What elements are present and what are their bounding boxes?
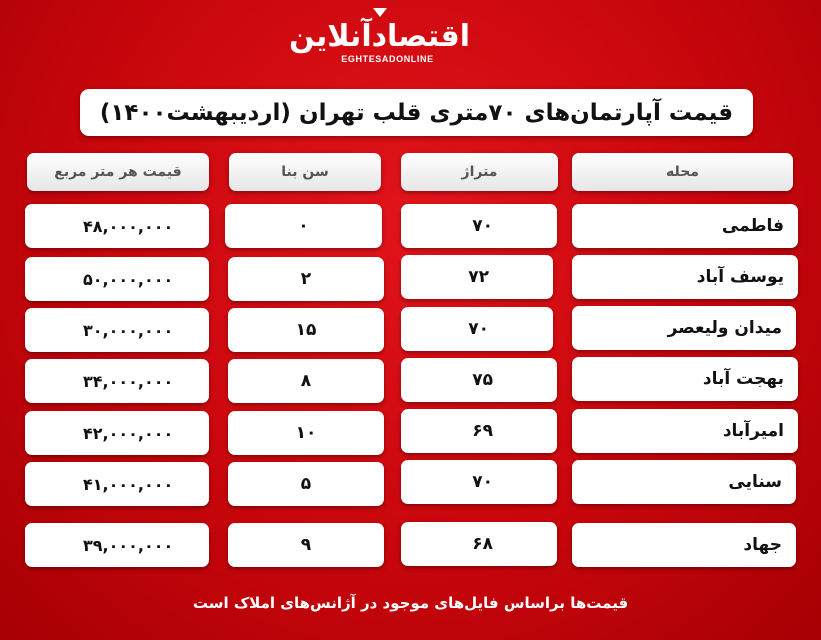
- cell-size: [401, 522, 557, 566]
- cell-size-text: ۷۰: [468, 319, 489, 339]
- cell-area: [572, 255, 798, 299]
- cell-price: [25, 359, 209, 403]
- cell-price-text: ۳۰,۰۰۰,۰۰۰: [83, 320, 174, 340]
- cell-area-text: امیرآباد: [722, 421, 784, 441]
- cell-area: [572, 306, 796, 350]
- header-age: [229, 153, 381, 191]
- cell-price: [25, 411, 209, 455]
- cell-area-text: جهاد: [743, 535, 782, 555]
- cell-price: [25, 204, 209, 248]
- cell-age-text: ۰: [298, 216, 309, 236]
- logo-text-en: EGHTESADONLINE: [341, 54, 434, 64]
- cell-price-text: ۳۹,۰۰۰,۰۰۰: [83, 535, 174, 555]
- cell-age-text: ۱۰: [295, 423, 317, 443]
- cell-area-text: بهجت آباد: [702, 369, 784, 389]
- cell-area: [572, 460, 796, 504]
- header-size-label: متراژ: [461, 164, 498, 180]
- cell-price: [25, 308, 209, 352]
- header-age-label: سن بنا: [281, 164, 329, 180]
- cell-size: [401, 358, 557, 402]
- cell-size-text: ۶۸: [472, 534, 493, 554]
- page-title: قیمت آپارتمان‌های ۷۰متری قلب تهران (اردیبهشت۱۴۰۰): [99, 99, 734, 126]
- cell-area: [572, 357, 798, 401]
- logo-text-fa: اقتصادآنلاین: [289, 19, 470, 54]
- cell-area: [572, 204, 798, 248]
- title-box: [80, 89, 753, 136]
- cell-size: [401, 204, 557, 248]
- cell-age-text: ۵: [300, 474, 312, 494]
- cell-price-text: ۵۰,۰۰۰,۰۰۰: [83, 269, 174, 289]
- header-price: [27, 153, 209, 191]
- cell-size: [401, 307, 553, 351]
- cell-price: [25, 523, 209, 567]
- cell-price-text: ۴۱,۰۰۰,۰۰۰: [83, 474, 174, 494]
- cell-area: [572, 409, 798, 453]
- cell-size-text: ۷۲: [468, 267, 489, 287]
- cell-age: [225, 204, 382, 248]
- brand-logo: [289, 2, 470, 72]
- header-size: [401, 153, 558, 191]
- cell-age: [228, 411, 384, 455]
- cell-area-text: یوسف آباد: [696, 267, 784, 287]
- cell-age-text: ۹: [300, 535, 312, 555]
- cell-size-text: ۷۵: [472, 370, 493, 390]
- cell-area-text: سنایی: [728, 472, 782, 492]
- cell-size: [401, 255, 553, 299]
- cell-age-text: ۲: [300, 269, 312, 289]
- header-area-label: محله: [666, 164, 699, 180]
- cell-size-text: ۷۰: [472, 216, 493, 236]
- cell-area: [572, 523, 796, 567]
- cell-price-text: ۴۸,۰۰۰,۰۰۰: [83, 216, 174, 236]
- cell-age: [228, 359, 384, 403]
- cell-age: [228, 257, 384, 301]
- cell-age-text: ۱۵: [295, 320, 317, 340]
- cell-price-text: ۴۲,۰۰۰,۰۰۰: [83, 423, 174, 443]
- cell-area-text: فاطمی: [721, 216, 784, 236]
- cell-size-text: ۶۹: [472, 421, 493, 441]
- footer-note: قیمت‌ها براساس فایل‌های موجود در آژانس‌های املاک است: [192, 594, 629, 612]
- cell-price: [25, 257, 209, 301]
- cell-price: [25, 462, 209, 506]
- cell-price-text: ۳۴,۰۰۰,۰۰۰: [83, 371, 174, 391]
- cell-size: [401, 409, 557, 453]
- cell-area-text: میدان ولیعصر: [667, 318, 782, 338]
- header-area: [572, 153, 793, 191]
- logo-triangle-icon: [373, 8, 387, 17]
- header-price-label: قیمت هر متر مربع: [54, 164, 182, 180]
- cell-size-text: ۷۰: [472, 472, 493, 492]
- cell-size: [401, 460, 557, 504]
- cell-age: [228, 462, 384, 506]
- cell-age: [228, 308, 384, 352]
- cell-age-text: ۸: [300, 371, 312, 391]
- cell-age: [228, 523, 384, 567]
